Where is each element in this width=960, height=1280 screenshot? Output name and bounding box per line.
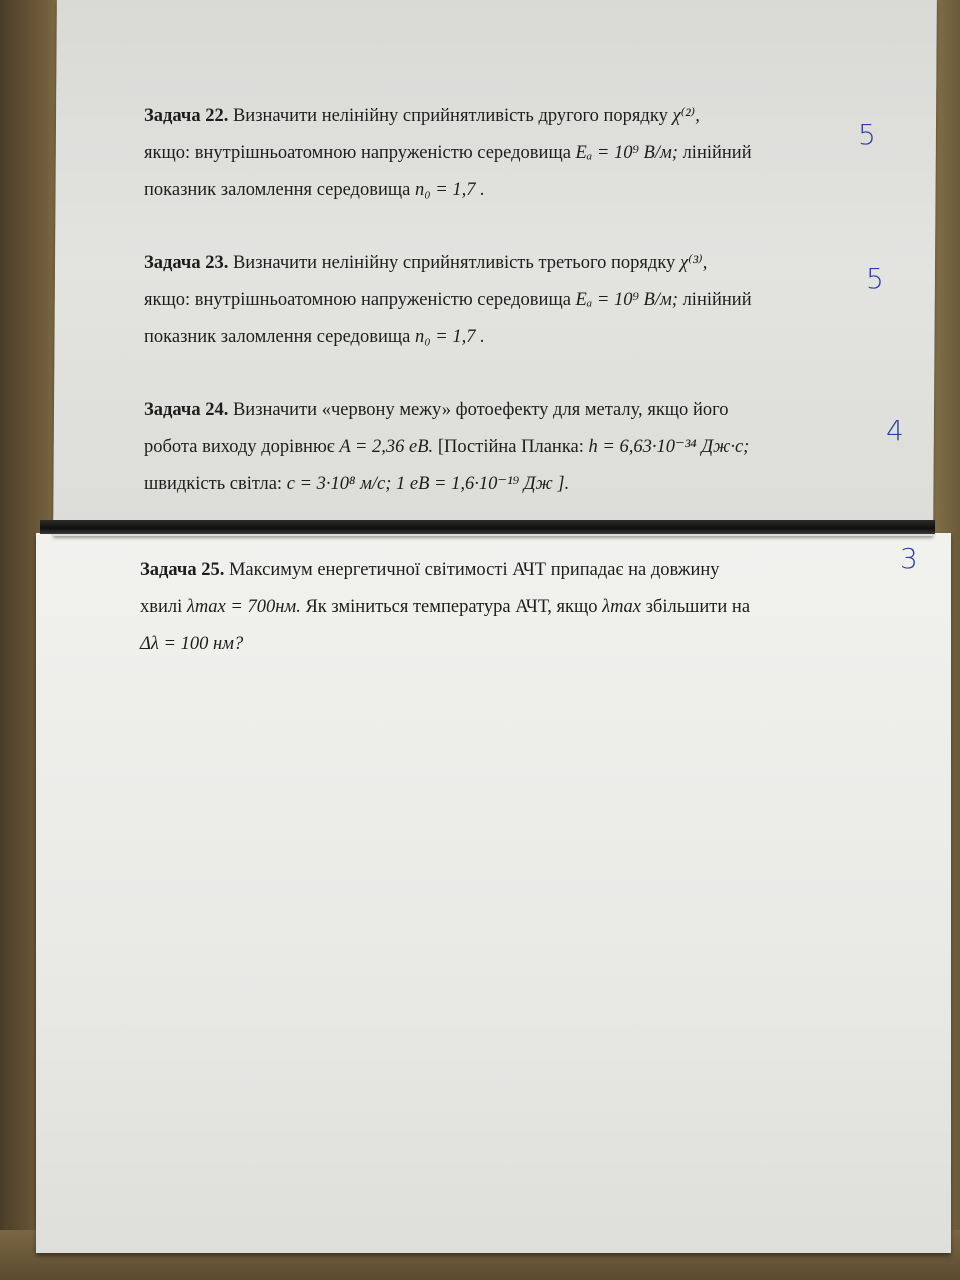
math-expression: n₀ = 1,7 .	[414, 327, 485, 347]
handwritten-grade: 5	[866, 262, 884, 295]
math-expression: Δλ = 100 нм?	[140, 634, 244, 654]
math-expression: h = 6,63·10⁻³⁴ Дж·с;	[588, 437, 750, 457]
math-expression: A = 2,36 eB.	[339, 437, 434, 457]
paper-fold-edge	[40, 520, 935, 534]
math-expression: n₀ = 1,7 .	[414, 180, 485, 200]
math-expression: λmax	[602, 597, 641, 617]
handwritten-grade: 3	[900, 542, 918, 575]
math-expression: Eₐ = 10⁹ В/м;	[575, 290, 678, 310]
problem-24: Задача 24. Визначити «червону межу» фотоефекту для металу, якщо його робота виходу дорівнює A = 2,36 eB. [Постійна Планка: h = 6,63·10⁻³⁴ Дж·с; швидкість світла: c = 3·10⁸ м/с; 1 eB = 1,6·10⁻¹⁹ Дж ].	[144, 400, 750, 494]
problem-label: Задача 25.	[140, 560, 225, 580]
math-expression: 1 eB = 1,6·10⁻¹⁹ Дж ].	[396, 474, 570, 494]
math-expression: λmax = 700нм.	[186, 597, 301, 617]
problem-22: Задача 22. Визначити нелінійну сприйнятливість другого порядку χ⁽²⁾, якщо: внутрішньоатомною напруженістю середовища Eₐ = 10⁹ В/м; лінійний показник заломлення середовища n₀ = 1,7 .	[144, 106, 752, 200]
problem-label: Задача 22.	[144, 106, 229, 126]
math-expression: Eₐ = 10⁹ В/м;	[575, 143, 678, 163]
handwritten-grade: 4	[886, 414, 904, 447]
math-expression: χ⁽³⁾,	[679, 253, 708, 273]
problem-label: Задача 23.	[144, 253, 229, 273]
problem-23: Задача 23. Визначити нелінійну сприйнятливість третього порядку χ⁽³⁾, якщо: внутрішньоатомною напруженістю середовища Eₐ = 10⁹ В/м; лінійний показник заломлення середовища n₀ = 1,7 .	[144, 253, 752, 347]
handwritten-grade: 5	[858, 118, 876, 151]
math-expression: χ⁽²⁾,	[672, 106, 700, 126]
problem-25: Задача 25. Максимум енергетичної світимості АЧТ припадає на довжину хвилі λmax = 700нм. Як зміниться температура АЧТ, якщо λmax збільшити на Δλ = 100 нм?	[140, 560, 751, 654]
math-expression: c = 3·10⁸ м/с;	[286, 474, 392, 494]
problem-label: Задача 24.	[144, 400, 229, 420]
